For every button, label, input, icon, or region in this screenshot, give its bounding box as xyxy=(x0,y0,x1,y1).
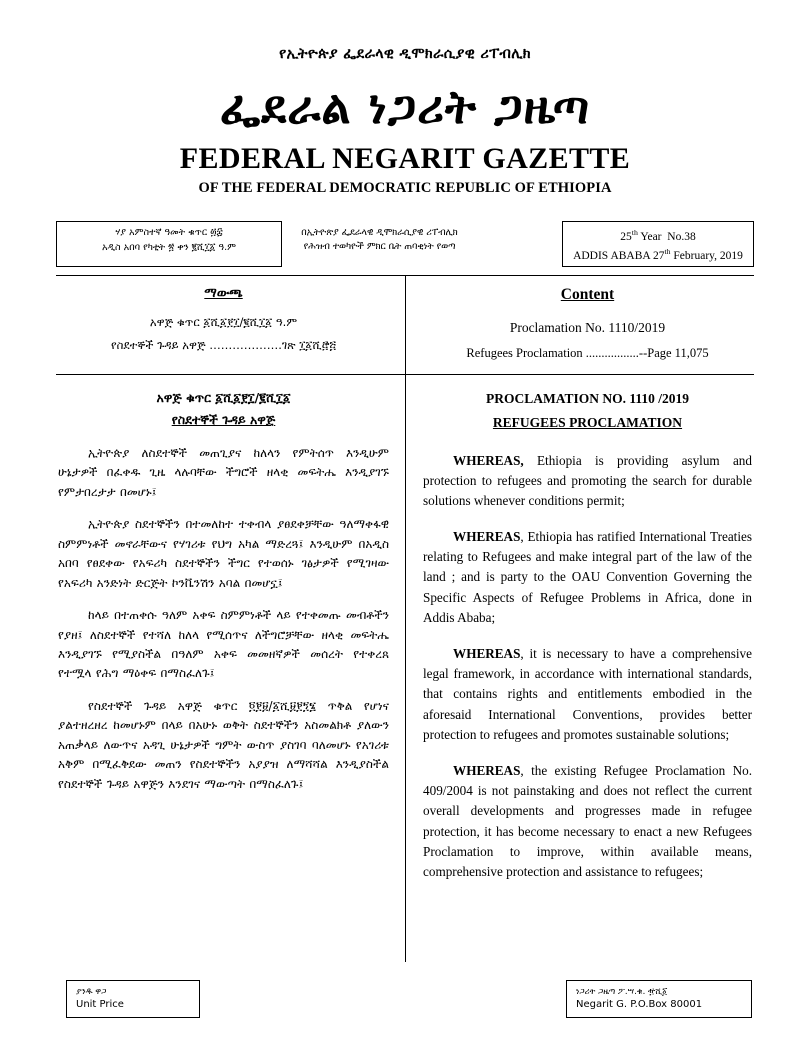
preamble-paragraph: ከላይ በተጠቀሱ ዓለም አቀፍ ስምምነቶች ላይ የተቀመጡ መብቶችን የያዘ፤ ለስደተኞች የተሻለ ከለላ የሚሰጥና ለችግሮቻቸው ዘላቂ መፍትሔ እንዲያገኙ የሚያስችል በዓለም አቀፍ መመዘኛዎች መሰረት የተቀረጸ የተሟላ የሕግ ማዕቀፍ በማስፈለጉ፤ xyxy=(58,608,389,681)
whereas-text: Ethiopia is providing asylum and protection to refugees and promoting the search for durable solutions whenever conditions permit; xyxy=(423,452,752,508)
issue-authority-line2: የሕዝብ ተወካዮች ምክር ቤት ጠባቂነት የወጣ xyxy=(303,241,456,253)
whereas-paragraph xyxy=(423,761,752,882)
contents-column-amharic xyxy=(56,286,405,366)
issue-city: ADDIS ABABA 27 xyxy=(573,250,665,263)
body-column-amharic xyxy=(56,387,405,962)
issue-info-row xyxy=(56,221,754,269)
issue-year-number: 25 xyxy=(620,231,632,244)
body-column-english xyxy=(405,387,754,962)
unit-price-label-english: Unit Price xyxy=(76,999,124,1011)
issue-city-date-english xyxy=(567,246,749,265)
whereas-lead: WHEREAS xyxy=(453,646,521,662)
negarit-address-box xyxy=(566,980,752,1018)
whereas-paragraph xyxy=(423,527,752,628)
body-column-divider xyxy=(405,375,406,962)
contents-entry-amharic: የስደተኞች ጉዳይ አዋጅ ……………….ገጽ ፲፩ሺ፸፭ xyxy=(110,338,337,353)
proclamation-number-amharic: አዋጅ ቁጥር ፩ሺ፩፻፲/፪ሺ፲፩ xyxy=(156,390,291,406)
masthead-title-amharic: ፌደራል ነጋሪት ጋዜጣ xyxy=(219,80,591,135)
preamble-paragraph: ኢትዮጵያ ለስደተኞች መጠጊያና ከለላን የምትሰጥ እንዲሁም ሁኔታዎች በፈቀዱ ጊዜ ላሉባቸው ችግሮች ዘላቂ መፍትሔ እንዲያገኙ የምታበረታታ በመሆኑ፤ xyxy=(58,446,389,499)
page-footer xyxy=(0,980,810,1024)
body-section xyxy=(56,375,754,962)
issue-info-box-amharic xyxy=(56,221,282,267)
contents-proclamation-number-amharic: አዋጅ ቁጥር ፩ሺ፩፻፲/፪ሺ፲፩ ዓ.ም xyxy=(149,315,298,330)
issue-date: February, 2019 xyxy=(673,250,743,263)
preamble-paragraph: ኢትዮጵያ ስደተኞችን በተመለከተ ተቀብላ ያፀደቀቻቸው ዓለማቀፋዊ ስምምነቶች መኖራቸውና የሃገሪቱ የህግ አካል ማድረጓ፤ እንዲሁም በአዲስ አበባ የፀደቀው የአፍሪካ ስደተኞችን ችግር የተወሰኑ ገፅታዎች የሚገዛው የአፍሪካ አንድነት ድርጅት ኮንቬንሽን አባል በመሆኗ፤ xyxy=(58,517,389,590)
issue-year-english xyxy=(567,227,749,246)
issue-number: No.38 xyxy=(667,231,696,244)
issue-year-amharic: ሃያ አምስተኛ ዓመት ቁጥር ፴፰ xyxy=(115,227,223,239)
whereas-text: , Ethiopia has ratified International Treaties relating to Refugees and make integral part of the law of the land ; and is party to the OAU Convention Governing the Specific Aspects of Refugee Problems in Africa, done in Addis Ababa; xyxy=(423,529,752,625)
contents-entry-english: Refugees Proclamation .................--Page 11,075 xyxy=(466,346,709,361)
proclamation-title-amharic xyxy=(58,387,389,431)
whereas-lead: WHEREAS xyxy=(453,762,521,778)
contents-heading-english: Content xyxy=(560,286,615,304)
masthead-subtitle-english: OF THE FEDERAL DEMOCRATIC REPUBLIC OF ETHIOPIA xyxy=(198,180,612,197)
masthead-title-english: FEDERAL NEGARIT GAZETTE xyxy=(179,142,631,176)
unit-price-box xyxy=(66,980,200,1018)
negarit-address-amharic: ነጋሪት ጋዜጣ ፖ.ሣ.ቁ. ፹ሺ፩ xyxy=(576,987,668,997)
issue-year-label: Year xyxy=(640,231,662,244)
issue-day-ordinal: th xyxy=(664,247,671,257)
whereas-paragraph xyxy=(423,644,752,745)
proclamation-name-amharic: የስደተኞች ጉዳይ አዋጅ xyxy=(171,412,276,428)
issue-year-ordinal: th xyxy=(631,228,638,238)
proclamation-title-english xyxy=(423,387,752,434)
whereas-lead: WHEREAS xyxy=(453,529,521,545)
contents-column-divider xyxy=(405,276,406,374)
masthead-country-line-amharic: የኢትዮጵያ ፌደራላዊ ዲሞክራሲያዊ ሪፐብሊክ xyxy=(279,46,531,62)
issue-authority-line1: በኢትዮጵያ ፌደራላዊ ዲሞክራሲያዊ ሪፐብሊክ xyxy=(301,227,458,239)
unit-price-label-amharic: ያንዱ ዋጋ xyxy=(76,987,107,997)
contents-section xyxy=(56,276,754,374)
preamble-paragraph: የስደተኞች ጉዳይ አዋጅ ቁጥር ፬፻፱/፩ሺ፱፻፺፮ ጥቅል የሆነና ያልተዘረዘረ ከመሆኑም በላይ በአሁኑ ወቅት ስደተኞችን አስመልክቶ ያለውን አጠቃላይ ለውጥና አዳጊ ሁኔታዎች ግምት ውስጥ ያስገባ ባለመሆኑ የአገሪቱ አቅም በሚፈቅደው መጠን የስደተኞችን አያያዝ ለማሻሻል እንዲያስችል የስደተኞች ጉዳይ አዋጅን እንደገና ማውጣት በማስፈለጉ፤ xyxy=(58,698,389,791)
contents-heading-amharic: ማውጫ xyxy=(204,286,243,302)
whereas-text: , the existing Refugee Proclamation No. 409/2004 is not painstaking and does not reflect the current overall developments and progresses made in refugee protection, it has become necessary to enact a new Refugees Proclamation to improve, within available means, comprehensive protection and assistance to refugees; xyxy=(423,762,752,879)
masthead xyxy=(0,0,810,197)
whereas-lead: WHEREAS, xyxy=(453,452,524,468)
contents-proclamation-number-english: Proclamation No. 1110/2019 xyxy=(509,320,666,336)
issue-authority-amharic xyxy=(292,226,467,254)
issue-date-amharic: አዲስ አበባ የካቲት ፳ ቀን ፪ሺ፲፩ ዓ.ም xyxy=(101,242,237,253)
issue-info-box-english xyxy=(562,221,754,267)
contents-column-english xyxy=(405,286,754,366)
whereas-paragraph xyxy=(423,451,752,512)
proclamation-number-english: PROCLAMATION NO. 1110 /2019 xyxy=(485,391,689,407)
whereas-text: , it is necessary to have a comprehensive legal framework, in accordance with international standards, that contains rights and entitlements embodied in the aforesaid International Conventions, provides better protection to refugees and promotes sustainable solutions; xyxy=(423,646,752,742)
proclamation-name-english: REFUGEES PROCLAMATION xyxy=(492,414,683,430)
negarit-address-english: Negarit G. P.O.Box 80001 xyxy=(576,999,703,1011)
